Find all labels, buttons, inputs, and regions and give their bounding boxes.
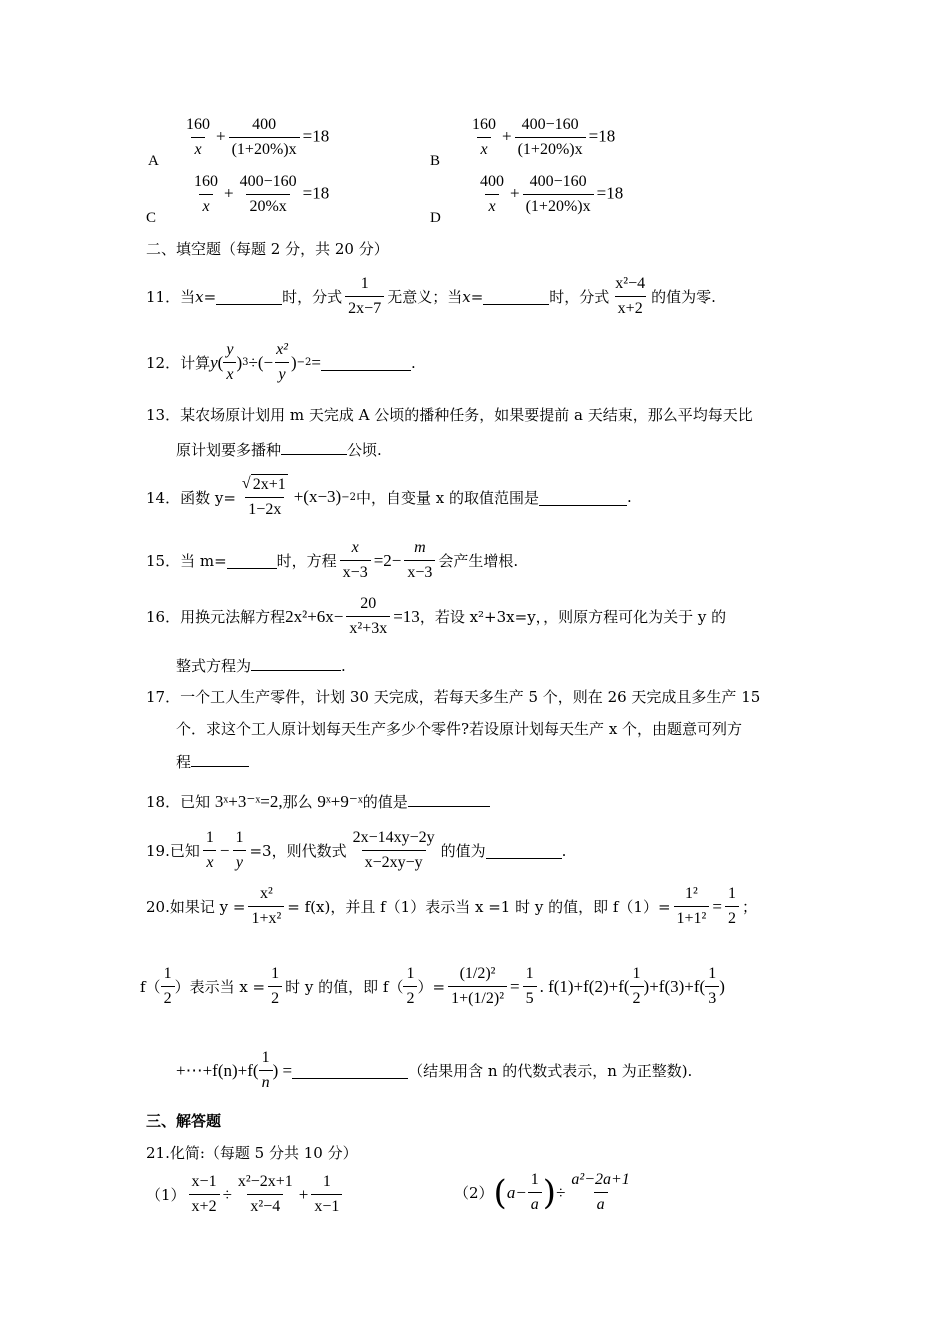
question-19: 19. 已知 $\frac{1}{x}$ − $\frac{1}{y}$ =3，则代数式 $\frac{2x-14xy-2y}{x-2xy-y}$ 的值为 .	[146, 829, 567, 871]
answer-blank[interactable]	[227, 552, 277, 569]
question-15: 15． 当 m= 时，方程 $\frac{x}{x-3}$ =2− $\frac{m}{x-3}$ 会产生增根.	[146, 539, 519, 581]
numerator: 160	[194, 173, 218, 190]
option-a: $\frac{160}{x}$ + $\frac{400}{(1+20\%)x}$ =18	[180, 115, 329, 160]
answer-blank[interactable]	[191, 750, 249, 767]
option-d: $\frac{400}{x}$ + $\frac{400-160}{(1+20\%)x}$ =18	[474, 172, 623, 217]
numerator: 400	[480, 173, 504, 190]
answer-blank[interactable]	[281, 438, 347, 455]
answer-blank[interactable]	[292, 1062, 408, 1079]
question-17-line2: 个．求这个工人原计划每天生产多少个零件?若设原计划每天生产 x 个，由题意可列方	[176, 720, 743, 738]
denominator: 20%x	[246, 194, 289, 217]
numerator: 160	[186, 116, 210, 133]
numerator: 400−160	[529, 173, 587, 190]
denominator: x	[191, 137, 204, 160]
question-12: 12． 计算 y ( $\frac{y}{x}$ ) 3 ÷(− $\frac{\text{x²}}{y}$ ) −2 = .	[146, 341, 416, 383]
option-a-label: A	[148, 153, 159, 169]
numerator: 400−160	[521, 116, 579, 133]
denominator: x	[477, 137, 490, 160]
section-title: 二、填空题（每题 2 分，共 20 分）	[146, 240, 389, 258]
answer-blank[interactable]	[321, 354, 411, 371]
option-b-label: B	[430, 153, 441, 169]
denominator: x	[485, 194, 498, 217]
answer-blank[interactable]	[408, 790, 490, 807]
denominator: x	[199, 194, 212, 217]
question-17-line3: 程	[176, 750, 249, 772]
equation-rhs: =18	[596, 183, 624, 203]
denominator: (1+20%)x	[515, 137, 586, 160]
section-title: 三、解答题	[146, 1112, 222, 1130]
question-20-line3: +⋯+f(n)+f( $\frac{1}{n}$ ) = （结果用含 n 的代数式表示，n 为正整数).	[176, 1049, 693, 1091]
numerator: 160	[472, 116, 496, 133]
question-11: 11． 当 x = 时，分式 $\frac{1}{2x-7}$ 无意义；当 x = 时，分式 $\frac{\text{x²−4}}{x+2}$ 的值为零.	[146, 275, 716, 317]
answer-blank[interactable]	[539, 489, 627, 506]
denominator: (1+20%)x	[523, 194, 594, 217]
equation-rhs: =18	[302, 183, 330, 203]
question-20-line2: f（ $\frac{1}{2}$ ）表示当 x = $\frac{1}{2}$ 时 y 的值，即 f（ $\frac{1}{2}$ ）= $\frac{\text{(1/2)²}}{\text{1+(1/2)²}}$ = $\frac{1}{5}$ . f(1)+f(2)+f( $\frac{1}{2}$ )+f(3)+f( $\frac{1}{3}$ )	[140, 965, 725, 1007]
question-16-line2: 整式方程为 .	[176, 654, 346, 676]
answer-blank[interactable]	[486, 842, 562, 859]
answer-blank[interactable]	[216, 288, 282, 305]
question-14: 14． 函数 y= √ 2x+1 1−2x +(x−3) −2 中，自变量 x 的取值范围是 .	[146, 475, 632, 518]
option-c-label: C	[146, 210, 157, 226]
question-20: 20. 如果记 y = $\frac{\text{x²}}{\text{1+x²}}$ = f(x)，并且 f（1）表示当 x =1 时 y 的值，即 f（1）= $\frac{\text{1²}}{\text{1+1²}}$ = $\frac{1}{2}$ ；	[146, 885, 757, 927]
question-17: 17．一个工人生产零件，计划 30 天完成，若每天多生产 5 个，则在 26 天完成且多生产 15	[146, 688, 761, 706]
question-13-line2: 原计划要多播种 公顷.	[176, 438, 382, 460]
option-b: $\frac{160}{x}$ + $\frac{400-160}{(1+20\%)x}$ =18	[466, 115, 615, 160]
option-c: $\frac{160}{x}$ + $\frac{400-160}{20\%x}$ =18	[188, 172, 329, 217]
equation-rhs: =18	[588, 126, 616, 146]
question-16: 16． 用换元法解方程 2x²+6x− $\frac{20}{\text{x²+3x}}$ =13 ，若设 x²+3x=y，，则原方程可化为关于 y 的	[146, 595, 727, 637]
equation-rhs: =18	[302, 126, 330, 146]
numerator: 400−160	[239, 173, 297, 190]
question-21-part1: （1） $\frac{x-1}{x+2}$ ÷ $\frac{\text{x²−2x+1}}{\text{x²−4}}$ + $\frac{1}{x-1}$	[146, 1172, 345, 1217]
question-18: 18．已知 3ˣ+3⁻ˣ=2,那么 9ˣ+9⁻ˣ的值是	[146, 790, 490, 812]
question-13: 13．某农场原计划用 m 天完成 A 公顷的播种任务，如果要提前 a 天结束，那么平均每天比	[146, 406, 753, 424]
question-21-part2: （2） ( a− $\frac{1}{a}$ ) ÷ $\frac{\text{a²−2a+1}}{a}$	[454, 1171, 630, 1213]
answer-blank[interactable]	[251, 654, 341, 671]
numerator: 400	[252, 116, 277, 133]
option-d-label: D	[430, 210, 441, 226]
question-21-title: 21.化简:（每题 5 分共 10 分）	[146, 1144, 358, 1162]
denominator: (1+20%)x	[229, 137, 300, 160]
answer-blank[interactable]	[483, 288, 549, 305]
